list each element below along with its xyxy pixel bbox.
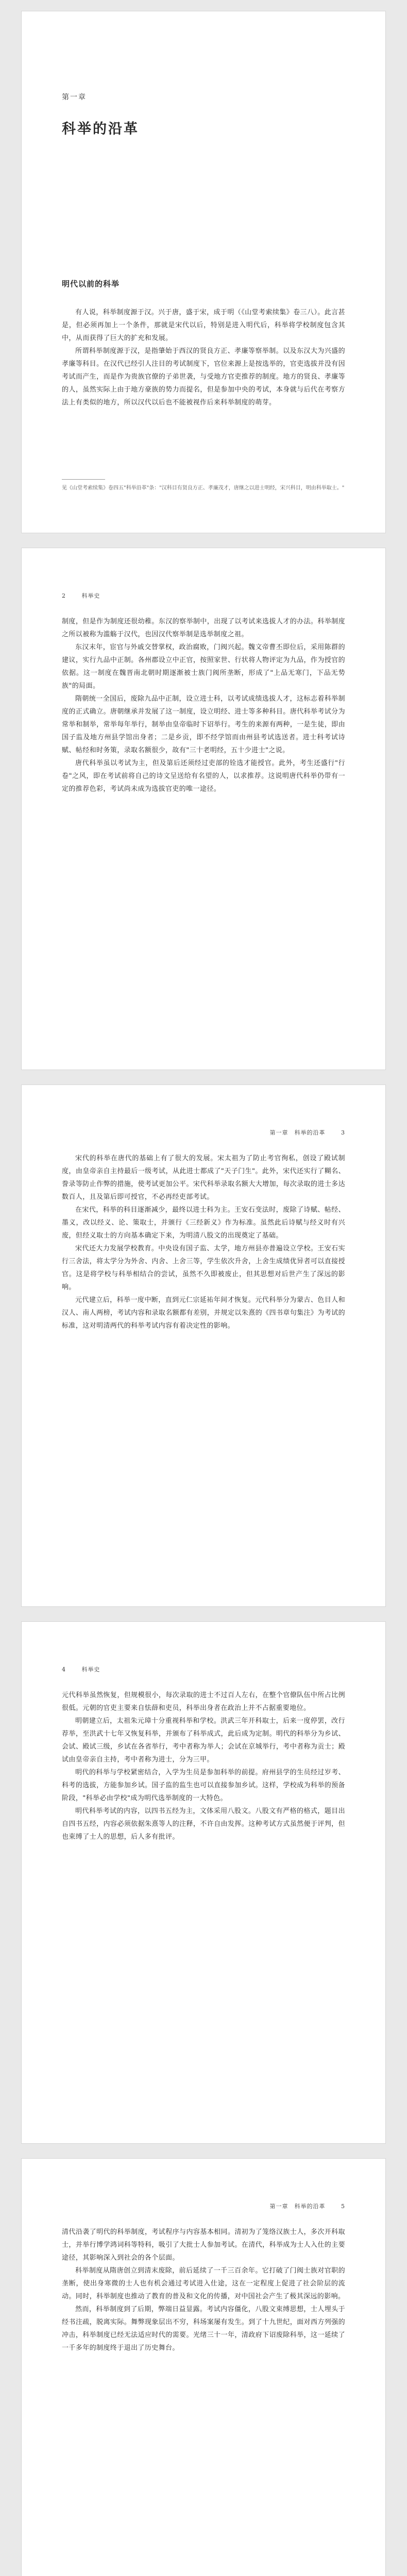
paragraph: 明朝建立后，太祖朱元璋十分重视科举和学校。洪武三年开科取士，后来一度停罢，改行荐举，至洪武十七年又恢复科举，并颁布了科举成式，此后成为定制。明代的科举分为乡试、会试、殿试三级，乡试在各省举行，考中者称为举人；会试在京城举行，考中者称为贡士；殿试由皇帝亲自主持，考中者称为进士，分为三甲。 <box>62 1717 345 1764</box>
chapter-title: 科举的沿革 <box>62 121 139 137</box>
page-header <box>270 1128 346 1137</box>
page-header <box>62 591 100 600</box>
paragraph: 元代建立后，科举一度中断，直到元仁宗延祐年间才恢复。元代科举分为蒙古、色目人和汉人、南人两榜，考试内容和录取名额都有差别，并规定以朱熹的《四书章句集注》为考试的标准，这对明清两代的科举考试内容有着决定性的影响。 <box>62 1296 345 1330</box>
footnote: 见《山堂考索续集》卷四五"科举沿革"条："汉科目有贤良方正、孝廉茂才，唐继之以进士明经，宋兴科目，明由科举取士。" <box>62 485 345 491</box>
page-header <box>62 1665 100 1673</box>
running-title: 科举史 <box>81 1666 100 1673</box>
page-header <box>270 2202 346 2210</box>
page-1 <box>22 11 385 533</box>
paragraph: 宋代的科举在唐代的基础上有了很大的发展。宋太祖为了防止考官徇私，创设了殿试制度，由皇帝亲自主持最后一级考试，从此进士都成了"天子门生"。此外，宋代还实行了糊名、誊录等防止作弊的措施，使考试更加公平。宋代科举录取名额大大增加，每次录取的进士多达数百人，且及第后即可授官，不必再经吏部考试。 <box>62 1155 345 1201</box>
page-number: 5 <box>341 2203 345 2210</box>
paragraph: 制度，但是作为制度还很幼稚。东汉的察举制中，出现了以考试来选拔人才的办法。科举制度之所以被称为滥觞于汉代，也因汉代察举制是选举制度之祖。 <box>62 618 345 638</box>
paragraph: 元代科举虽然恢复，但规模很小，每次录取的进士不过百人左右，在整个官僚队伍中所占比例很低。元朝的官吏主要来自怯薛和吏员，科举出身者在政治上并不占据重要地位。 <box>62 1691 345 1712</box>
paragraph: 所谓科举制度源于汉，是指肇始于西汉的贤良方正、孝廉等察举制。以及东汉大为兴盛的孝廉等科目。在汉代已经引人注目的考试制度下，官位来源上是按选举的，官吏选拔并没有因考试而产生，而是作为贵族官僚的子弟世袭，与受地方官吏推荐的制度。地方的贤良、孝廉等的人，虽然实际上由于地方豪族的势力而提名，但是参加中央的考试，本身就与后代在考察方法上有类似的地方，所以汉代以后也不能被视作后来科举制度的萌芽。 <box>62 347 345 406</box>
page-number: 2 <box>62 592 66 599</box>
footnote-divider <box>62 479 105 480</box>
page-3 <box>22 1085 385 1606</box>
paragraph: 唐代科举虽以考试为主，但及第后还须经过吏部的铨选才能授官。此外，考生还盛行"行卷"之风，即在考试前将自己的诗文呈送给有名望的人，以求推荐。这说明唐代科举仍带有一定的推荐色彩，考试尚未成为选拔官吏的唯一途径。 <box>62 759 345 793</box>
page-2 <box>22 548 385 1070</box>
page-4-body <box>62 1689 345 1843</box>
paragraph: 科举制度从隋唐创立到清末废除，前后延续了一千三百余年。它打破了门阀士族对官职的垄断，使出身寒微的士人也有机会通过考试进入仕途，这在一定程度上促进了社会阶层的流动。同时，科举制度也推动了教育的普及和文化的传播，对中国社会产生了极其深远的影响。 <box>62 2267 345 2300</box>
page-1-body <box>62 306 345 409</box>
page-2-body <box>62 615 345 795</box>
paragraph: 明代科举考试的内容，以四书五经为主，文体采用八股文。八股文有严格的格式，题目出自四书五经，内容必须依据朱熹等人的注释，不许自由发挥。这种考试方式虽然便于评判，但也束缚了士人的思想，后人多有批评。 <box>62 1807 345 1841</box>
paragraph: 在宋代，科举的科目逐渐减少，最终以进士科为主。王安石变法时，废除了诗赋、帖经、墨义，改以经义、论、策取士，并颁行《三经新义》作为标准。虽然此后诗赋与经义时有兴废，但经义取士的方向基本确定下来，为明清八股文的出现奠定了基础。 <box>62 1206 345 1240</box>
page-3-body <box>62 1152 345 1332</box>
section-title: 明代以前的科举 <box>62 279 120 289</box>
paragraph: 宋代还大力发展学校教育。中央设有国子监、太学，地方州县亦普遍设立学校。王安石实行三舍法，将太学分为外舍、内舍、上舍三等，学生依次升舍，上舍生成绩优异者可以直接授官。这是将学校与科举相结合的尝试，虽然不久即被废止，但其思想对后世产生了深远的影响。 <box>62 1245 345 1291</box>
chapter-label: 第一章 <box>62 93 87 101</box>
paragraph: 东汉末年，宦官与外戚交替掌权，政治腐败，门阀兴起。魏文帝曹丕即位后，采用陈群的建议，实行九品中正制。各州郡设立中正官，按照家世、行状将人物评定为九品，作为授官的依据。这一制度在魏晋南北朝时期逐渐被士族门阀所垄断，形成了"上品无寒门，下品无势族"的局面。 <box>62 643 345 690</box>
paragraph: 清代沿袭了明代的科举制度，考试程序与内容基本相同。清初为了笼络汉族士人，多次开科取士，并举行博学鸿词科等特科，吸引了大批士人参加考试。在清代，科举成为士人入仕的主要途径，其影响深入到社会的各个层面。 <box>62 2228 345 2262</box>
paragraph: 隋朝统一全国后，废除九品中正制，设立进士科，以考试成绩选拔人才，这标志着科举制度的正式确立。唐朝继承并发展了这一制度，设立明经、进士等多种科目。唐代科举考试分为常举和制举，常举每年举行，制举由皇帝临时下诏举行。考生的来源有两种，一是生徒，即由国子监及地方州县学馆出身者；二是乡贡，即不经学馆而由州县考试选送者。进士科考试诗赋、帖经和时务策，录取名额很少，故有"三十老明经，五十少进士"之说。 <box>62 695 345 754</box>
page-5 <box>22 2159 385 2576</box>
running-title: 科举史 <box>81 592 100 599</box>
paragraph: 然而，科举制度到了后期，弊端日益显露。考试内容僵化，八股文束缚思想，士人埋头于经书注疏，脱离实际。舞弊现象层出不穷，科场案屡有发生。到了十九世纪，面对西方列强的冲击，科举制度已经无法适应时代的需要。光绪三十一年，清政府下诏废除科举，这一延续了一千多年的制度终于退出了历史舞台。 <box>62 2306 345 2352</box>
running-title: 第一章 科举的沿革 <box>269 2203 326 2210</box>
running-title: 第一章 科举的沿革 <box>269 1129 326 1136</box>
paragraph: 有人说，科举制度源于汉。兴于唐，盛于宋，成于明（《山堂考索续集》卷三八）。此言甚是，但必须再加上一个条件，那就是宋代以后，特别是进入明代后，科举将学校制度包含其中，从而获得了巨大的扩充和发展。 <box>62 309 345 342</box>
paragraph: 明代的科举与学校紧密结合，入学为生员是参加科举的前提。府州县学的生员经过岁考、科考的选拔，方能参加乡试。国子监的监生也可以直接参加乡试。这样，学校成为科举的预备阶段，"科举必由学校"成为明代选举制度的一大特色。 <box>62 1769 345 1802</box>
page-4 <box>22 1622 385 2143</box>
page-number: 4 <box>62 1666 66 1673</box>
page-number: 3 <box>341 1129 345 1136</box>
page-5-body <box>62 2226 345 2354</box>
